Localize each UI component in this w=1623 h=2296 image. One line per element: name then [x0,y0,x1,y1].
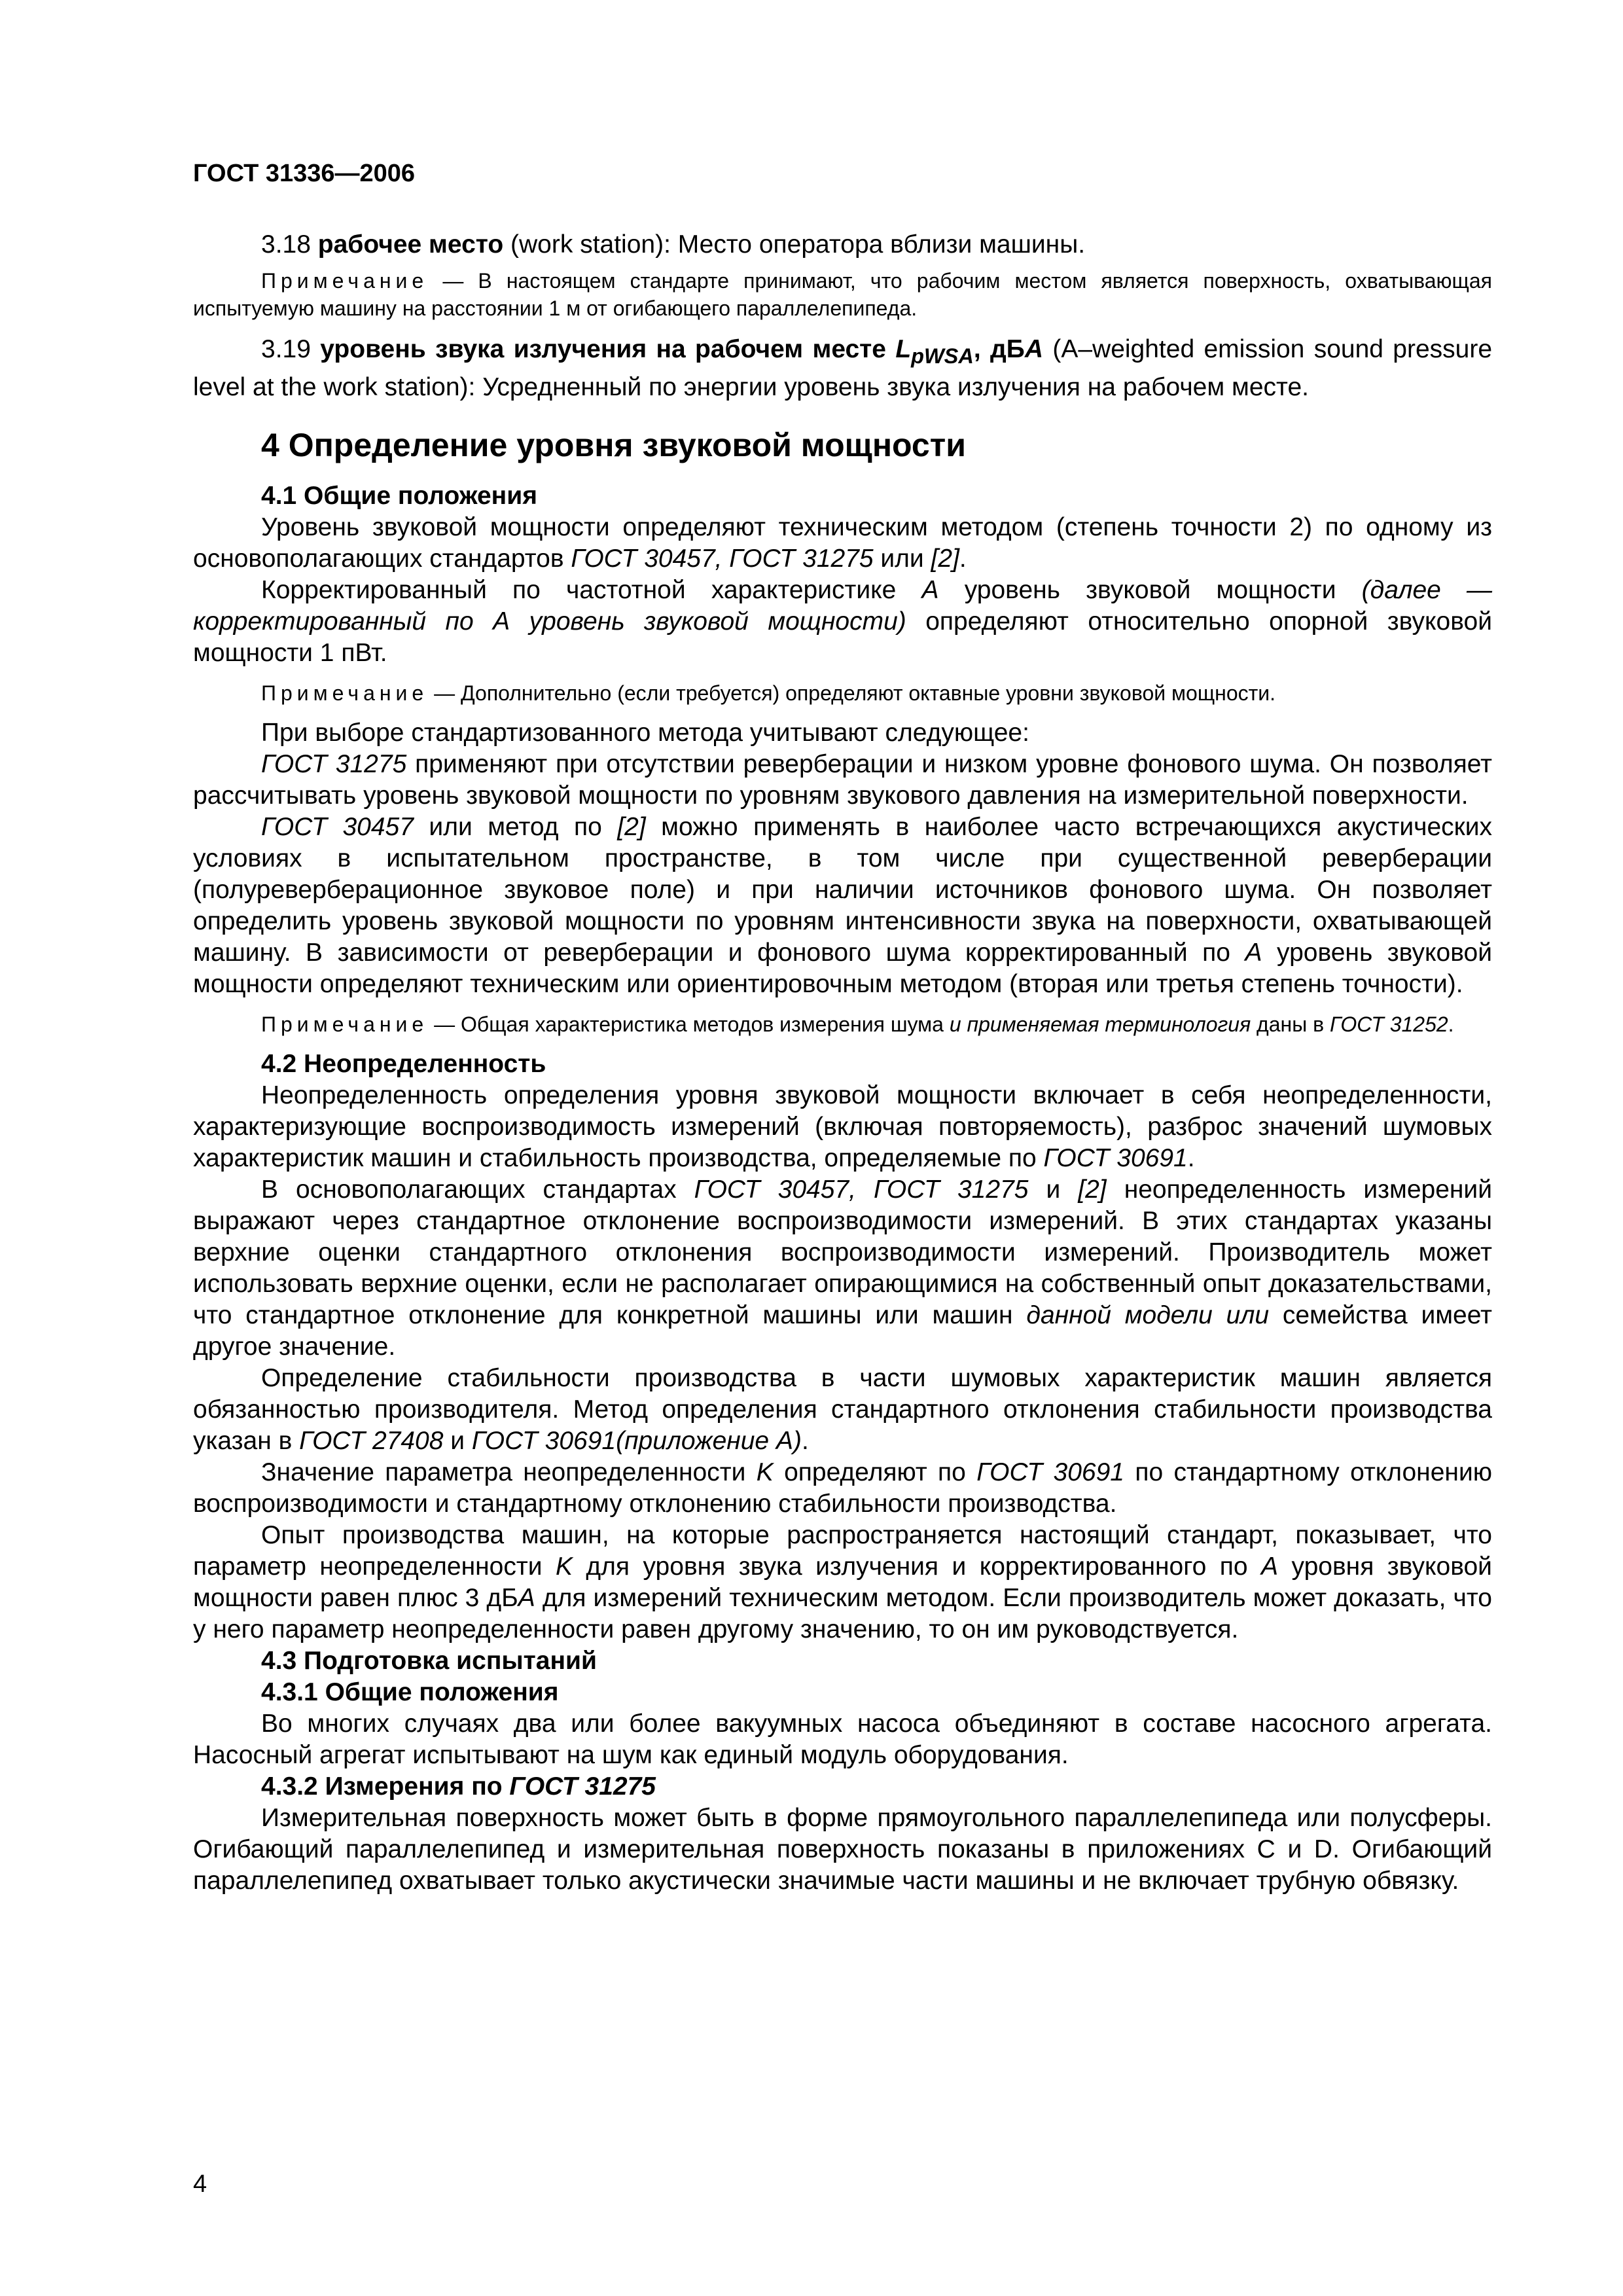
section-heading-4: 4 Определение уровня звуковой мощности [261,426,966,463]
note-text: — В настоящем стандарте принимают, что рабочим местом является поверхность, охватывающая испытуемую машину на расстоянии 1 м от огибающего параллелепипеда. [193,269,1493,320]
standard-reference: ГОСТ 30691(приложение А) [471,1426,802,1455]
text-run: Определение стабильности производства в части шумовых характеристик машин является обязанностью производителя. Метод определения стандартного отклонения стабильности производства указан в [193,1363,1492,1455]
text-run: и [443,1426,472,1455]
paragraph [193,1520,1492,1645]
text-run: применяют при отсутствии реверберации и низком уровне фонового шума. Он позволяет рассчитывать уровень звуковой мощности по уровням звукового давления на измерительной поверхности. [193,749,1493,810]
note-2 [193,679,1492,707]
standard-reference: ГОСТ 27408 [299,1426,444,1455]
paragraph [193,1080,1492,1174]
text-run: для уровня звука излучения и корректированного по [572,1552,1262,1581]
standard-reference: ГОСТ 31275 [261,749,407,778]
clause-number: 3.18 [261,230,311,259]
term-unit: дБ [990,335,1025,363]
note-text: — Дополнительно (если требуется) определяют октавные уровни звуковой мощности. [434,681,1276,705]
paragraph [193,1457,1492,1520]
text-run: . [959,544,967,573]
bibliography-reference: [2] [617,812,646,841]
note-label: Примечание [261,681,429,705]
text-run: определяют относительно опорной звуковой мощности 1 пВт. [193,607,1492,667]
page-content [193,229,1492,1897]
text-run: . [1187,1143,1195,1172]
clause-number: 3.19 [261,335,311,363]
text-run: Опыт производства машин, на которые распространяется настоящий стандарт, показывает, что параметр неопределенности [193,1520,1492,1581]
term-definition: (work station): Место оператора вблизи машины. [510,230,1086,259]
note-label: Примечание [261,269,429,293]
text-run: определяют по [773,1458,977,1486]
page-number: 4 [193,2170,207,2198]
note-3 [193,1011,1492,1038]
note-text: . [1448,1012,1454,1036]
italic-run: А [1245,938,1262,967]
paragraph: Измерительная поверхность может быть в форме прямоугольного параллелепипеда или полусферы. Огибающий параллелепипед и измерительная поверхность показаны в приложениях С и D. Огибающий параллелепипед охватывает только акустически значимые части машины и не включает трубную обвязку. [193,1803,1492,1895]
italic-run: А [518,1583,535,1612]
subsection-heading-4-3: 4.3 Подготовка испытаний [261,1646,597,1675]
italic-run: А [921,575,939,604]
italic-run: K [756,1458,774,1486]
paragraph: При выборе стандартизованного метода учитывают следующее: [261,718,1029,747]
italic-run: (далее — корректированный по А уровень звуковой мощности) [193,575,1492,636]
text-run: уровня звуковой мощности равен плюс 3 дБ [193,1552,1492,1612]
note-text: даны в [1251,1012,1330,1036]
note-text: — Общая характеристика методов измерения шума [434,1012,950,1036]
text-run: семейства имеет другое значение. [193,1300,1492,1361]
italic-run: А [1261,1552,1279,1581]
term-symbol: L [895,335,912,363]
bibliography-reference: [2] [931,544,959,573]
clause-3-19 [193,334,1492,403]
text-run: Корректированный по частотной характеристике [261,575,922,604]
text-run: или метод по [413,812,618,841]
standard-reference: ГОСТ 31275 [509,1772,656,1801]
text-run: для измерений техническим методом. Если производитель может доказать, что у него параметр неопределенности равен другому значению, то он им руководствуется. [193,1583,1492,1643]
text-run: по стандартному отклонению воспроизводимости и стандартному отклонению стабильности производства. [193,1458,1492,1518]
standard-reference: ГОСТ 30457 [261,812,414,841]
subsection-heading-4-2: 4.2 Неопределенность [261,1049,546,1078]
term-comma: , [973,335,981,363]
paragraph [193,1363,1492,1457]
term-symbol-subscript: pWSA [911,344,974,368]
text-run: Значение параметра неопределенности [261,1458,757,1486]
text-run: уровень звуковой мощности [938,575,1362,604]
term-unit-italic: А [1024,335,1043,363]
text-run: Уровень звуковой мощности определяют техническим методом (степень точности 2) по одному из основополагающих стандартов [193,512,1492,573]
text-run: . [801,1426,809,1455]
standard-code: ГОСТ 31336—2006 [193,160,416,187]
standard-reference: ГОСТ 30457, ГОСТ 31275 [571,544,874,573]
standard-reference: ГОСТ 30691 [1043,1143,1188,1172]
subsection-heading-4-1: 4.1 Общие положения [261,481,537,510]
paragraph [193,512,1492,575]
paragraph [193,812,1492,1000]
clause-3-18 [193,229,1492,260]
paragraph [193,749,1492,812]
paragraph [193,1174,1492,1363]
text-run: уровень звуковой мощности определяют техническим или ориентировочным методом (вторая или третья степень точности). [193,938,1492,998]
italic-run: данной модели или [1026,1300,1270,1329]
term: уровень звука излучения на рабочем месте [320,335,886,363]
text-run: и [1028,1175,1079,1204]
italic-run: и применяемая терминология [949,1012,1251,1036]
paragraph [193,575,1492,669]
term: рабочее место [317,230,504,259]
subsection-heading-4-3-1: 4.3.1 Общие положения [261,1677,559,1706]
term-definition: (A–weighted emission sound pressure level at the work station): Усредненный по энергии уровень звука излучения на рабочем месте. [193,335,1493,401]
text-run: Неопределенность определения уровня звуковой мощности включает в себя неопределенности, характеризующие воспроизводимость измерений (включая повторяемость), разброс значений шумовых характеристик машин и стабильность производства, определяемые по [193,1081,1492,1172]
standard-reference: ГОСТ 30691 [976,1458,1124,1486]
note-1 [193,267,1492,322]
subsection-heading-4-3-2 [261,1771,1492,1803]
note-label: Примечание [261,1012,429,1036]
heading-text: 4.3.2 Измерения по [261,1772,510,1801]
bibliography-reference: [2] [1078,1175,1107,1204]
standard-reference: ГОСТ 30457, ГОСТ 31275 [694,1175,1029,1204]
text-run: можно применять в наиболее часто встречающихся акустических условиях в испытательном пространстве, в том числе при существенной реверберации (полуреверберационное звуковое поле) и при наличии источников фонового шума. Он позволяет определить уровень звуковой мощности по уровням интенсивности звука на поверхности, охватывающей машину. В зависимости от реверберации и фонового шума корректированный по [193,812,1492,967]
italic-run: K [555,1552,573,1581]
paragraph: Во многих случаях два или более вакуумных насоса объединяют в составе насосного агрегата. Насосный агрегат испытывают на шум как единый модуль оборудования. [193,1709,1492,1769]
text-run: В основополагающих стандартах [261,1175,694,1204]
text-run: или [873,544,931,573]
standard-reference: ГОСТ 31252 [1329,1012,1448,1036]
text-run: неопределенность измерений выражают через стандартное отклонение воспроизводимости измерений. В этих стандартах указаны верхние оценки стандартного отклонения воспроизводимости измерений. Производитель может использовать верхние оценки, если не располагает опирающимися на собственный опыт доказательствами, что стандартное отклонение для конкретной машины или машин [193,1175,1492,1329]
